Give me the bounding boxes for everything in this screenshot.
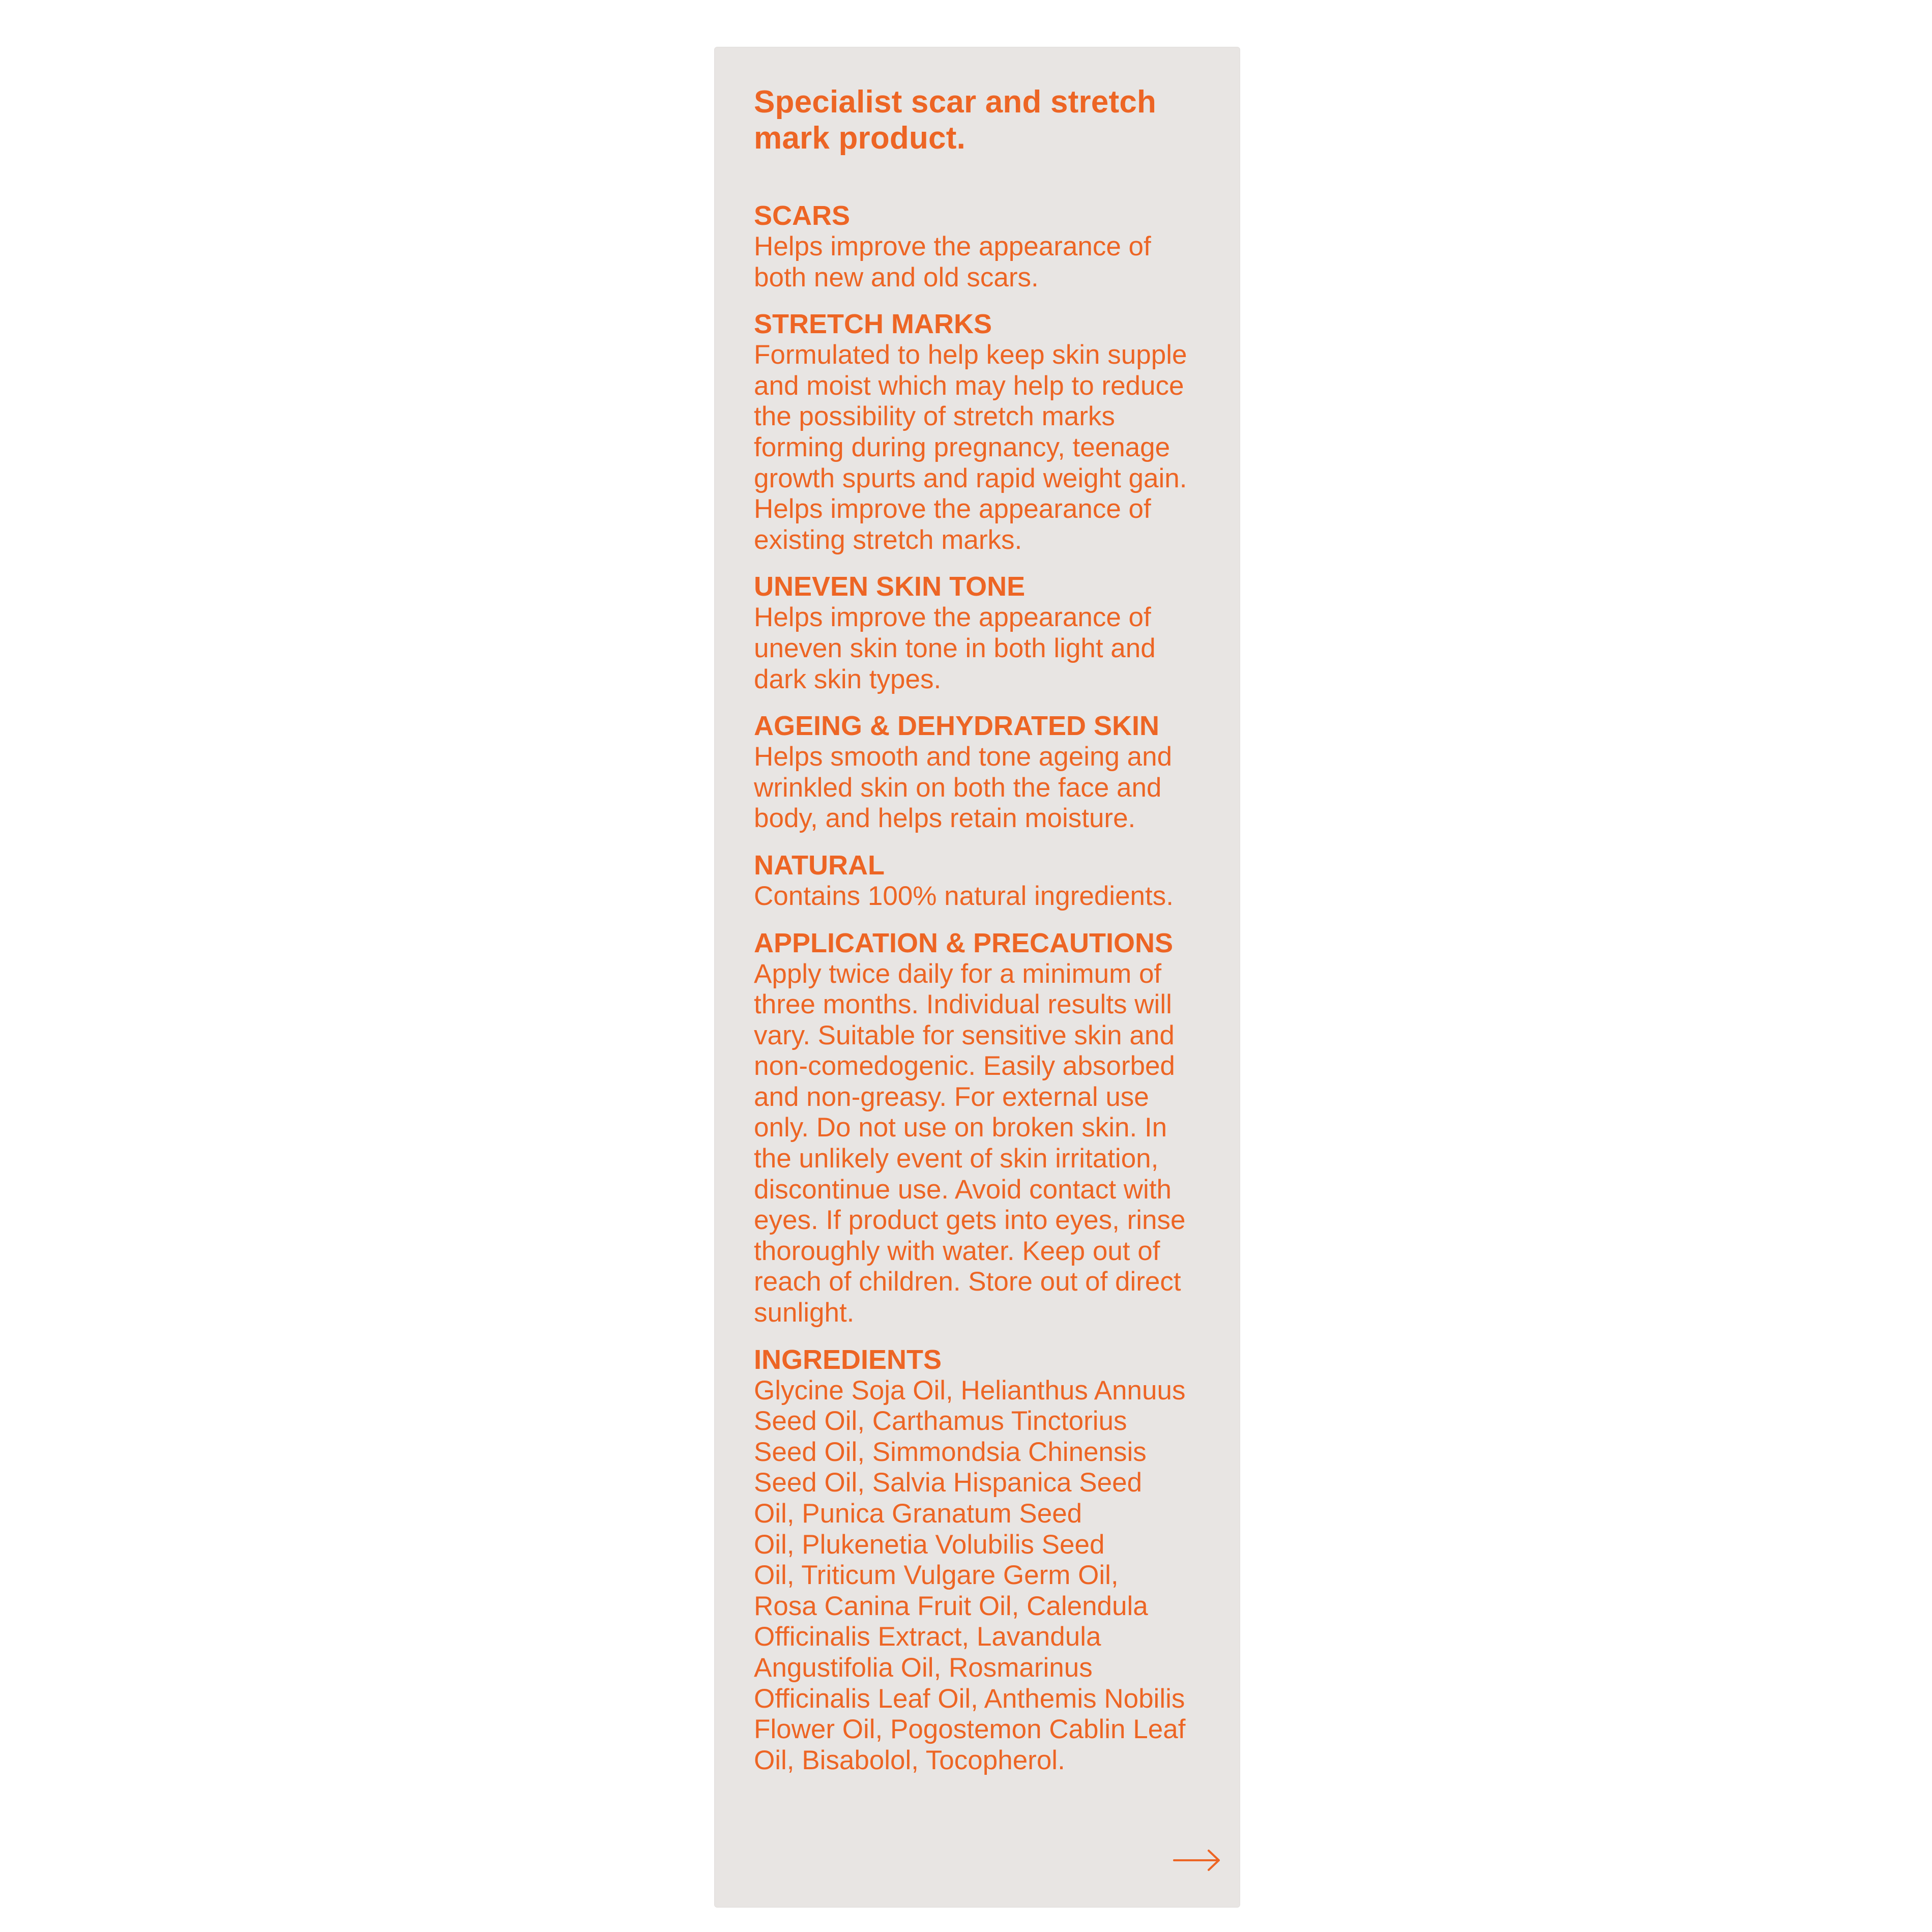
section-body: Formulated to help keep skin supple and moist which may help to reduce the possibility of stretch marks forming during pregnancy, teenage growth spurts and rapid weight gain. Helps improve the appearance of existing stretch marks. [754, 340, 1187, 555]
section-heading: STRETCH MARKS [754, 309, 992, 340]
section-natural [754, 850, 1227, 912]
section-heading: AGEING & DEHYDRATED SKIN [754, 711, 1160, 742]
section-heading: NATURAL [754, 850, 885, 881]
section-heading: INGREDIENTS [754, 1344, 942, 1375]
section-application-precautions [754, 927, 1227, 1329]
section-ageing-dehydrated-skin [754, 710, 1227, 834]
right-arrow-icon [1173, 1848, 1221, 1873]
section-body: Apply twice daily for a minimum of three months. Individual results will vary. Suitable for sensitive skin and non-comedogenic. Easily absorbed and non-greasy. For external use only. Do not use on broken skin. In the unlikely event of skin irritation, discontinue use. Avoid contact with eyes. If product gets into eyes, rinse thoroughly with water. Keep out of reach of children. Store out of direct sunlight. [754, 958, 1186, 1328]
product-tagline: Specialist scar and stretch mark product. [754, 84, 1157, 156]
section-ingredients [754, 1344, 1227, 1776]
section-body: Helps improve the appearance of both new and old scars. [754, 231, 1151, 292]
panel-content [754, 84, 1227, 1791]
section-heading: APPLICATION & PRECAUTIONS [754, 927, 1174, 958]
section-stretch-marks [754, 308, 1227, 555]
section-heading: SCARS [754, 200, 851, 231]
section-body: Contains 100% natural ingredients. [754, 881, 1174, 911]
section-body: Helps improve the appearance of uneven skin tone in both light and dark skin types. [754, 602, 1156, 694]
section-body: Glycine Soja Oil, Helianthus Annuus Seed Oil, Carthamus Tinctorius Seed Oil, Simmondsia Chinensis Seed Oil, Salvia Hispanica Seed Oil, Punica Granatum Seed Oil, Plukenetia Volubilis Seed Oil, Triticum Vulgare Germ Oil, Rosa Canina Fruit Oil, Calendula Officinalis Extract, Lavandula Angustifolia Oil, Rosmarinus Officinalis Leaf Oil, Anthemis Nobilis Flower Oil, Pogostemon Cablin Leaf Oil, Bisabolol, Tocopherol. [754, 1375, 1186, 1775]
section-body: Helps smooth and tone ageing and wrinkled skin on both the face and body, and helps retain moisture. [754, 742, 1173, 834]
section-heading: UNEVEN SKIN TONE [754, 571, 1026, 602]
section-uneven-skin-tone [754, 571, 1227, 695]
section-scars [754, 200, 1227, 293]
